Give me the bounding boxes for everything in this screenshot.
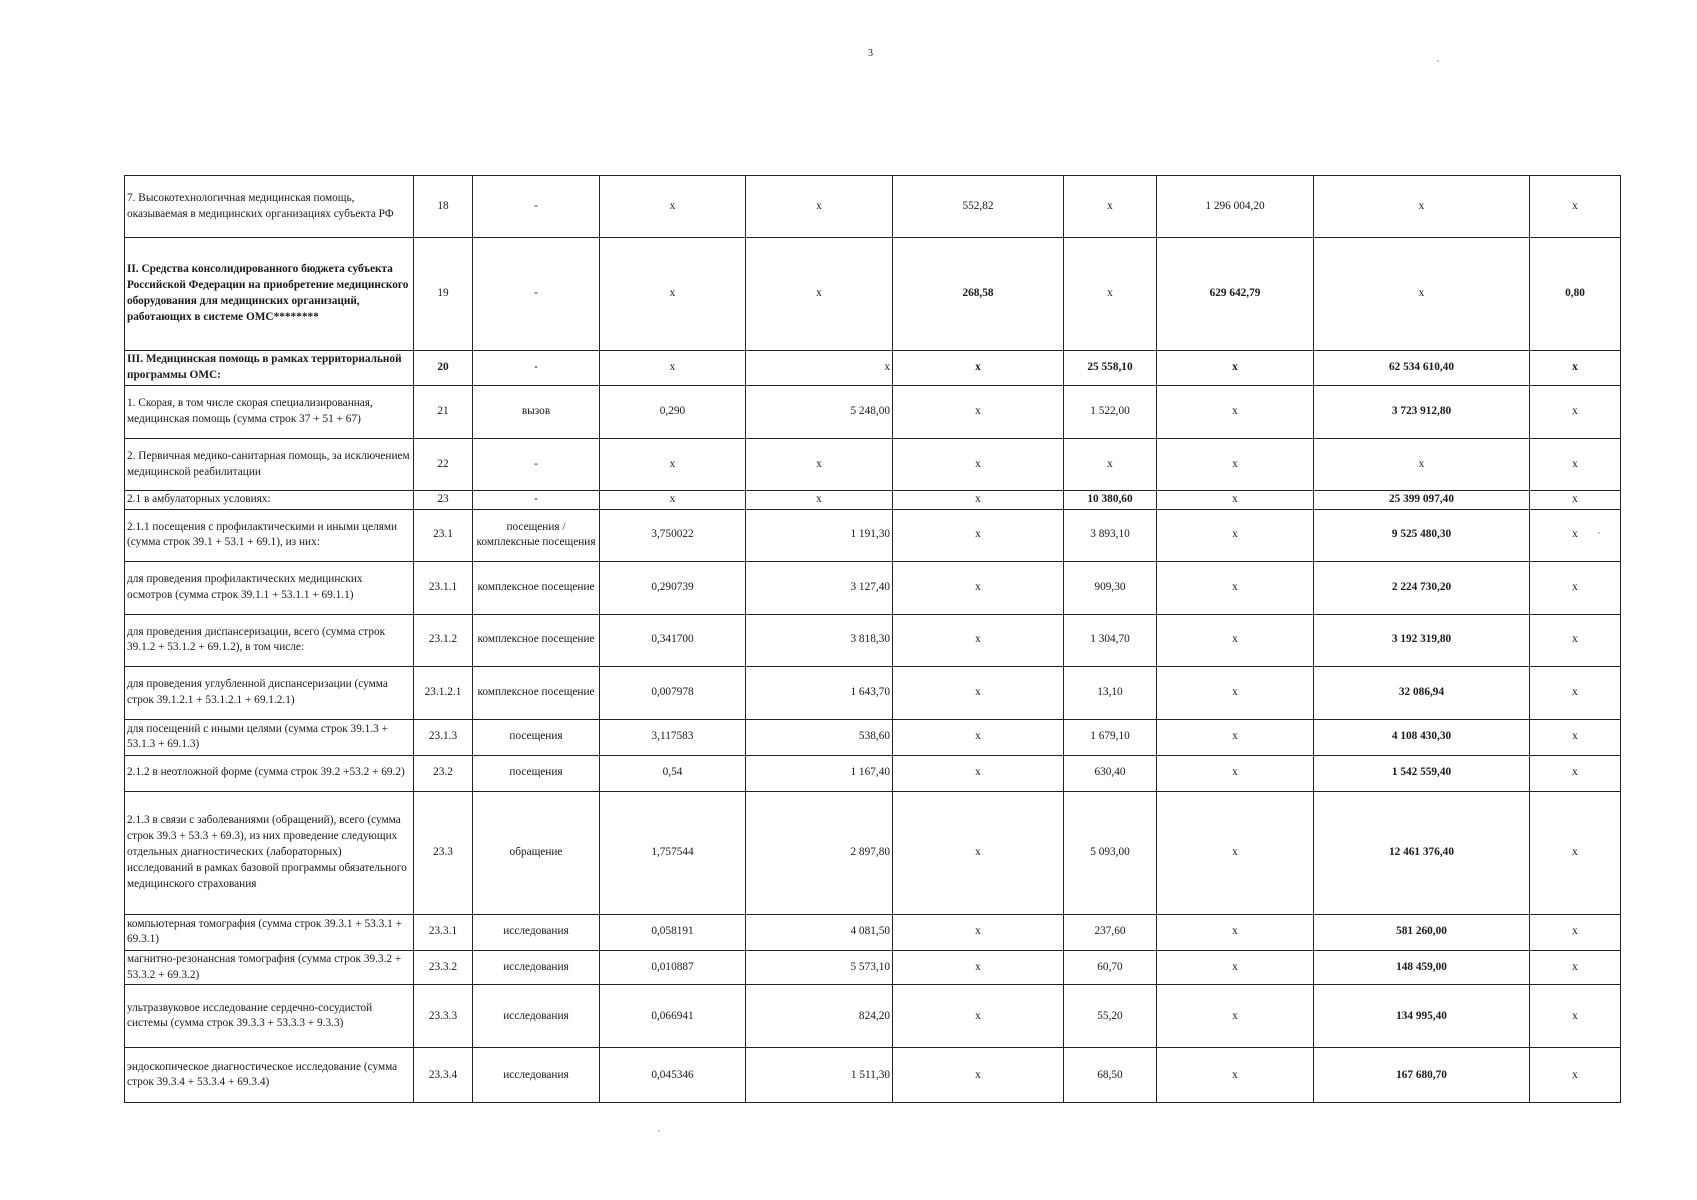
cell-name: магнитно-резонансная томография (сумма строк 39.3.2 + 53.3.2 + 69.3.2) [125,950,414,985]
cell-c6: x [893,666,1064,719]
cell-c10: x [1530,755,1621,791]
cell-c9: 12 461 376,40 [1314,791,1530,914]
cell-c4: 0,341700 [600,614,746,666]
cell-c6: x [893,351,1064,386]
cell-c10: x [1530,1048,1621,1103]
cell-name: 2. Первичная медико-санитарная помощь, за исключением медицинской реабилитации [125,439,414,491]
cell-c7: 13,10 [1064,666,1157,719]
table-row [125,351,1621,386]
cell-c10: x [1530,491,1621,510]
cell-c9: 32 086,94 [1314,666,1530,719]
table-row [125,1048,1621,1103]
cell-c9: 1 542 559,40 [1314,755,1530,791]
table-body [125,176,1621,1103]
cell-c10: x [1530,176,1621,238]
cell-unit: исследования [473,914,600,950]
cell-c9: x [1314,176,1530,238]
cell-unit: - [473,238,600,351]
cell-c8: x [1157,666,1314,719]
cell-unit: - [473,491,600,510]
cell-unit: комплексное посещение [473,614,600,666]
table-row [125,950,1621,985]
cell-c5: 1 167,40 [746,755,893,791]
cell-c5: x [746,351,893,386]
cell-c4: x [600,238,746,351]
cell-c7: 25 558,10 [1064,351,1157,386]
cell-code: 20 [414,351,473,386]
cell-c4: 0,007978 [600,666,746,719]
cell-c8: x [1157,386,1314,439]
cell-c8: x [1157,614,1314,666]
cell-c7: 68,50 [1064,1048,1157,1103]
cell-c6: x [893,985,1064,1048]
cell-c5: 4 081,50 [746,914,893,950]
cell-code: 19 [414,238,473,351]
cell-c4: 0,290 [600,386,746,439]
table-row [125,719,1621,755]
cell-c5: x [746,439,893,491]
cell-c8: x [1157,509,1314,561]
cell-c9: 134 995,40 [1314,985,1530,1048]
cell-c5: 1 643,70 [746,666,893,719]
cell-name: ультразвуковое исследование сердечно-сосудистой системы (сумма строк 39.3.3 + 53.3.3 + 9.3.3) [125,985,414,1048]
cell-name: 1. Скорая, в том числе скорая специализированная, медицинская помощь (сумма строк 37 + 51 + 67) [125,386,414,439]
cell-c6: x [893,509,1064,561]
cell-name: 2.1.2 в неотложной форме (сумма строк 39.2 +53.2 + 69.2) [125,755,414,791]
cell-c7: x [1064,238,1157,351]
cell-c4: x [600,491,746,510]
table-row [125,791,1621,914]
cell-unit: комплексное посещение [473,561,600,614]
scan-speck [1437,60,1439,62]
cell-c6: x [893,439,1064,491]
cell-code: 23.1.3 [414,719,473,755]
cell-code: 23.3 [414,791,473,914]
cell-c9: 148 459,00 [1314,950,1530,985]
cell-c4: 0,290739 [600,561,746,614]
cell-c7: 909,30 [1064,561,1157,614]
cell-c4: x [600,351,746,386]
cell-c7: 630,40 [1064,755,1157,791]
cell-unit: исследования [473,985,600,1048]
cell-c10: x [1530,791,1621,914]
cell-c8: x [1157,791,1314,914]
cell-c7: 55,20 [1064,985,1157,1048]
cell-c8: x [1157,351,1314,386]
cell-c9: x [1314,439,1530,491]
cell-c8: x [1157,1048,1314,1103]
cell-c6: x [893,719,1064,755]
cell-c4: 0,54 [600,755,746,791]
cell-c6: 552,82 [893,176,1064,238]
cell-c9: 3 192 319,80 [1314,614,1530,666]
cell-c4: 0,058191 [600,914,746,950]
cell-c9: 167 680,70 [1314,1048,1530,1103]
cell-unit: комплексное посещение [473,666,600,719]
page-number: 3 [868,48,873,59]
cell-c7: 5 093,00 [1064,791,1157,914]
cell-unit: вызов [473,386,600,439]
cell-unit: посещения / комплексные посещения [473,509,600,561]
cell-c8: x [1157,914,1314,950]
cell-c8: x [1157,719,1314,755]
cell-c5: 538,60 [746,719,893,755]
cell-c5: x [746,491,893,510]
cell-code: 23 [414,491,473,510]
cell-c7: 60,70 [1064,950,1157,985]
cell-c5: x [746,176,893,238]
cell-c8: 1 296 004,20 [1157,176,1314,238]
cell-unit: исследования [473,1048,600,1103]
cell-c6: x [893,561,1064,614]
financing-table [124,175,1621,1103]
cell-c10: 0,80 [1530,238,1621,351]
cell-code: 23.1.2.1 [414,666,473,719]
cell-code: 23.3.2 [414,950,473,985]
cell-c9: 4 108 430,30 [1314,719,1530,755]
cell-c7: 1 679,10 [1064,719,1157,755]
cell-c6: x [893,755,1064,791]
cell-c5: 5 248,00 [746,386,893,439]
cell-code: 23.3.4 [414,1048,473,1103]
cell-c6: x [893,491,1064,510]
cell-name: для проведения углубленной диспансеризации (сумма строк 39.1.2.1 + 53.1.2.1 + 69.1.2.1) [125,666,414,719]
table-row [125,561,1621,614]
table-row [125,176,1621,238]
cell-c5: 3 127,40 [746,561,893,614]
cell-c7: x [1064,439,1157,491]
cell-c10: x [1530,386,1621,439]
cell-unit: обращение [473,791,600,914]
cell-c10: x [1530,985,1621,1048]
cell-c10: x [1530,439,1621,491]
cell-c10: x [1530,351,1621,386]
cell-c10: x [1530,666,1621,719]
cell-c7: 1 304,70 [1064,614,1157,666]
cell-c9: 62 534 610,40 [1314,351,1530,386]
cell-c6: x [893,914,1064,950]
cell-c5: 1 191,30 [746,509,893,561]
cell-c8: x [1157,491,1314,510]
cell-name: для проведения диспансеризации, всего (сумма строк 39.1.2 + 53.1.2 + 69.1.2), в том числе: [125,614,414,666]
cell-unit: - [473,351,600,386]
cell-c6: x [893,614,1064,666]
cell-name: 7. Высокотехнологичная медицинская помощь, оказываемая в медицинских организациях субъекта РФ [125,176,414,238]
cell-c5: 1 511,30 [746,1048,893,1103]
cell-c5: 2 897,80 [746,791,893,914]
cell-code: 23.2 [414,755,473,791]
cell-c8: x [1157,439,1314,491]
table-row [125,238,1621,351]
cell-c4: 3,750022 [600,509,746,561]
cell-c5: 5 573,10 [746,950,893,985]
cell-name: для посещений с иными целями (сумма строк 39.1.3 + 53.1.3 + 69.1.3) [125,719,414,755]
cell-c8: x [1157,561,1314,614]
cell-c7: 3 893,10 [1064,509,1157,561]
cell-c9: 2 224 730,20 [1314,561,1530,614]
scan-speck [658,1130,660,1132]
table-row [125,985,1621,1048]
cell-c4: x [600,176,746,238]
cell-c10: x [1530,509,1621,561]
cell-code: 21 [414,386,473,439]
cell-code: 23.3.1 [414,914,473,950]
cell-unit: - [473,176,600,238]
cell-c5: 824,20 [746,985,893,1048]
cell-c4: 3,117583 [600,719,746,755]
table-row [125,914,1621,950]
cell-unit: посещения [473,755,600,791]
cell-name: 2.1.1 посещения с профилактическими и иными целями (сумма строк 39.1 + 53.1 + 69.1), из них: [125,509,414,561]
table-row [125,491,1621,510]
scan-speck [1598,532,1600,534]
cell-c8: x [1157,985,1314,1048]
cell-c10: x [1530,561,1621,614]
cell-c10: x [1530,614,1621,666]
cell-c8: x [1157,950,1314,985]
cell-c7: 1 522,00 [1064,386,1157,439]
cell-name: 2.1 в амбулаторных условиях: [125,491,414,510]
cell-name: для проведения профилактических медицинских осмотров (сумма строк 39.1.1 + 53.1.1 + 69.1.1) [125,561,414,614]
cell-c6: x [893,386,1064,439]
cell-c6: x [893,791,1064,914]
cell-c10: x [1530,719,1621,755]
cell-c7: 237,60 [1064,914,1157,950]
cell-c4: 1,757544 [600,791,746,914]
table-row [125,666,1621,719]
cell-code: 23.1.2 [414,614,473,666]
table-row [125,755,1621,791]
table-row [125,439,1621,491]
cell-name: эндоскопическое диагностическое исследование (сумма строк 39.3.4 + 53.3.4 + 69.3.4) [125,1048,414,1103]
cell-unit: - [473,439,600,491]
cell-c8: 629 642,79 [1157,238,1314,351]
cell-c4: 0,045346 [600,1048,746,1103]
table-row [125,509,1621,561]
cell-c9: 25 399 097,40 [1314,491,1530,510]
cell-code: 23.3.3 [414,985,473,1048]
table-row [125,386,1621,439]
cell-code: 18 [414,176,473,238]
cell-c4: 0,066941 [600,985,746,1048]
cell-c9: x [1314,238,1530,351]
cell-code: 22 [414,439,473,491]
cell-c4: 0,010887 [600,950,746,985]
cell-code: 23.1 [414,509,473,561]
cell-c5: 3 818,30 [746,614,893,666]
cell-name: компьютерная томография (сумма строк 39.3.1 + 53.3.1 + 69.3.1) [125,914,414,950]
cell-c10: x [1530,950,1621,985]
cell-name: III. Медицинская помощь в рамках территориальной программы ОМС: [125,351,414,386]
cell-c6: x [893,950,1064,985]
cell-c9: 581 260,00 [1314,914,1530,950]
cell-c4: x [600,439,746,491]
cell-c7: 10 380,60 [1064,491,1157,510]
cell-c10: x [1530,914,1621,950]
table-row [125,614,1621,666]
cell-unit: исследования [473,950,600,985]
cell-c6: x [893,1048,1064,1103]
cell-unit: посещения [473,719,600,755]
cell-c8: x [1157,755,1314,791]
cell-code: 23.1.1 [414,561,473,614]
cell-c6: 268,58 [893,238,1064,351]
cell-name: II. Средства консолидированного бюджета субъекта Российской Федерации на приобретение медицинского оборудования для медицинских организаций, работающих в системе ОМС******** [125,238,414,351]
cell-c9: 3 723 912,80 [1314,386,1530,439]
cell-name: 2.1.3 в связи с заболеваниями (обращений), всего (сумма строк 39.3 + 53.3 + 69.3), из них проведение следующих отдельных диагностических (лабораторных) исследований в рамках базовой программы обязательного медицинского страхования [125,791,414,914]
cell-c5: x [746,238,893,351]
cell-c9: 9 525 480,30 [1314,509,1530,561]
cell-c7: x [1064,176,1157,238]
